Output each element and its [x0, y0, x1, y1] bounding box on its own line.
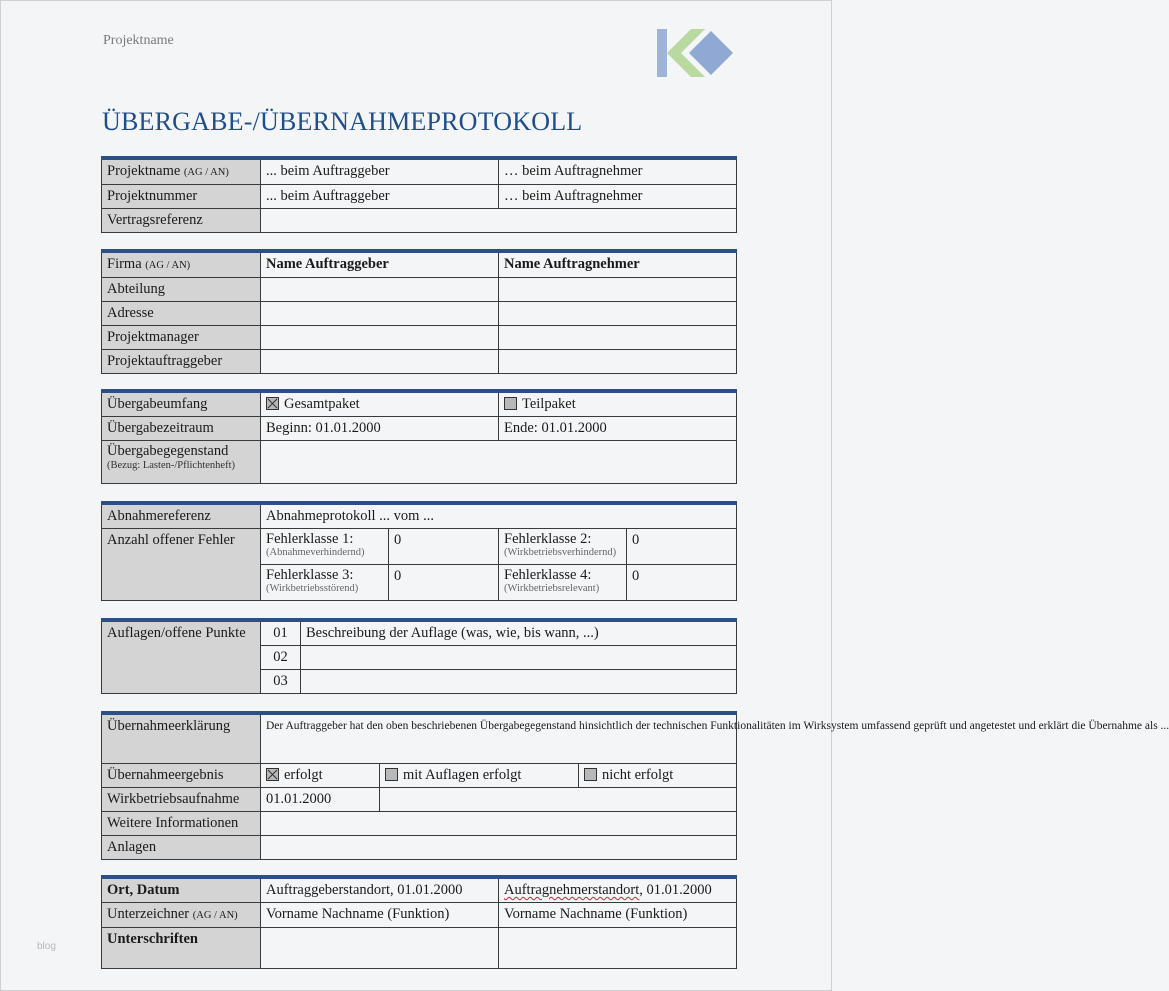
acceptance-ref-row: [102, 503, 737, 529]
watermark-text: blog: [37, 941, 56, 952]
company-row-label: Projektauftraggeber: [102, 350, 261, 374]
declaration-label: Übernahmeerklärung: [102, 713, 261, 764]
object-value[interactable]: [261, 441, 737, 484]
project-name-label: Projektname (AG / AN): [102, 158, 261, 185]
firma-label: Firma (AG / AN): [102, 251, 261, 278]
checkbox-checked-icon[interactable]: [266, 768, 279, 781]
acceptance-table: [101, 501, 737, 601]
company-cell-ag[interactable]: [261, 278, 499, 302]
info-value[interactable]: [261, 812, 737, 836]
error-count-1[interactable]: 0: [389, 529, 499, 565]
condition-number: 02: [261, 646, 301, 670]
object-row: [102, 441, 737, 484]
takeover-table: [101, 711, 1169, 860]
signatures-table: [101, 875, 737, 969]
scope-label: Übergabeumfang: [102, 391, 261, 417]
header-project-label: Projektname: [103, 33, 174, 48]
company-name-ag[interactable]: Name Auftraggeber: [261, 251, 499, 278]
info-row: [102, 812, 737, 836]
checkbox-checked-icon[interactable]: [266, 397, 279, 410]
contract-value[interactable]: [261, 209, 737, 233]
operation-row: [102, 788, 737, 812]
company-table: [101, 249, 737, 374]
company-row: [102, 302, 737, 326]
handover-table: [101, 389, 737, 484]
acceptance-ref-label: Abnahmereferenz: [102, 503, 261, 529]
checkbox-unchecked-icon[interactable]: [584, 768, 597, 781]
condition-number: 03: [261, 670, 301, 694]
place-label: Ort, Datum: [102, 877, 261, 903]
option-full[interactable]: Gesamtpaket: [261, 391, 499, 417]
project-number-row: [102, 185, 737, 209]
result-conditional[interactable]: mit Auflagen erfolgt: [380, 764, 579, 788]
document-title: ÜBERGABE-/ÜBERNAHMEPROTOKOLL: [102, 107, 583, 136]
result-ok[interactable]: erfolgt: [261, 764, 380, 788]
result-not[interactable]: nicht erfolgt: [579, 764, 737, 788]
info-label: Weitere Informationen: [102, 812, 261, 836]
contract-label: Vertragsreferenz: [102, 209, 261, 233]
error-class-2: Fehlerklasse 2: (Wirkbetriebsverhindernd): [499, 529, 627, 565]
period-end[interactable]: Ende: 01.01.2000: [499, 417, 737, 441]
result-label: Übernahmeergebnis: [102, 764, 261, 788]
period-label: Übergabezeitraum: [102, 417, 261, 441]
company-header-row: [102, 251, 737, 278]
operation-extra[interactable]: [380, 788, 737, 812]
company-row: [102, 350, 737, 374]
checkbox-unchecked-icon[interactable]: [504, 397, 517, 410]
company-cell-ag[interactable]: [261, 326, 499, 350]
condition-text[interactable]: Beschreibung der Auflage (was, wie, bis wann, ...): [301, 620, 737, 646]
error-class-row: [102, 529, 737, 565]
condition-row: [102, 620, 737, 646]
acceptance-ref-value[interactable]: Abnahmeprotokoll ... vom ...: [261, 503, 737, 529]
sign-row: [102, 928, 737, 969]
errors-label: Anzahl offener Fehler: [102, 529, 261, 601]
project-table: [101, 156, 737, 233]
error-count-4[interactable]: 0: [627, 565, 737, 601]
declaration-row: [102, 713, 737, 764]
project-name-row: [102, 158, 737, 185]
project-name-an[interactable]: … beim Auftragnehmer: [499, 158, 737, 185]
error-class-4: Fehlerklasse 4: (Wirkbetriebsrelevant): [499, 565, 627, 601]
condition-text[interactable]: [301, 670, 737, 694]
operation-label: Wirkbetriebsaufnahme: [102, 788, 261, 812]
period-row: [102, 417, 737, 441]
company-row-label: Abteilung: [102, 278, 261, 302]
conditions-label: Auflagen/offene Punkte: [102, 620, 261, 694]
company-cell-ag[interactable]: [261, 302, 499, 326]
attachments-row: [102, 836, 737, 860]
error-count-2[interactable]: 0: [627, 529, 737, 565]
company-cell-an[interactable]: [499, 350, 737, 374]
period-start[interactable]: Beginn: 01.01.2000: [261, 417, 499, 441]
company-row-label: Adresse: [102, 302, 261, 326]
option-part[interactable]: Teilpaket: [499, 391, 737, 417]
project-number-label: Projektnummer: [102, 185, 261, 209]
company-cell-ag[interactable]: [261, 350, 499, 374]
sign-label: Unterschriften: [102, 928, 261, 969]
object-label: Übergabegegenstand (Bezug: Lasten-/Pflichtenheft): [102, 441, 261, 484]
condition-text[interactable]: [301, 646, 737, 670]
attachments-value[interactable]: [261, 836, 737, 860]
company-row: [102, 326, 737, 350]
signature-ag[interactable]: [261, 928, 499, 969]
conditions-table: [101, 618, 737, 694]
project-number-an[interactable]: … beim Auftragnehmer: [499, 185, 737, 209]
signer-an[interactable]: Vorname Nachname (Funktion): [499, 903, 737, 928]
signer-row: [102, 903, 737, 928]
company-cell-an[interactable]: [499, 326, 737, 350]
signer-ag[interactable]: Vorname Nachname (Funktion): [261, 903, 499, 928]
company-cell-an[interactable]: [499, 302, 737, 326]
place-an[interactable]: Auftragnehmerstandort, 01.01.2000: [499, 877, 737, 903]
company-name-an[interactable]: Name Auftragnehmer: [499, 251, 737, 278]
place-row: [102, 877, 737, 903]
attachments-label: Anlagen: [102, 836, 261, 860]
error-count-3[interactable]: 0: [389, 565, 499, 601]
company-row-label: Projektmanager: [102, 326, 261, 350]
checkbox-unchecked-icon[interactable]: [385, 768, 398, 781]
company-logo: [653, 27, 739, 79]
error-class-3: Fehlerklasse 3: (Wirkbetriebsstörend): [261, 565, 389, 601]
signer-label: Unterzeichner (AG / AN): [102, 903, 261, 928]
error-class-1: Fehlerklasse 1: (Abnahmeverhindernd): [261, 529, 389, 565]
declaration-text: Der Auftraggeber hat den oben beschriebenen Übergabegegenstand hinsichtlich der technischen Funktionalitäten im Wirksystem umfassend geprüft und angetestet und erklärt die Übernahme als ...: [261, 713, 737, 764]
result-row: [102, 764, 737, 788]
project-name-ag[interactable]: ... beim Auftraggeber: [261, 158, 499, 185]
condition-number: 01: [261, 620, 301, 646]
company-row: [102, 278, 737, 302]
signature-an[interactable]: [499, 928, 737, 969]
project-number-ag[interactable]: ... beim Auftraggeber: [261, 185, 499, 209]
place-ag[interactable]: Auftraggeberstandort, 01.01.2000: [261, 877, 499, 903]
scope-row: [102, 391, 737, 417]
operation-date[interactable]: 01.01.2000: [261, 788, 380, 812]
company-cell-an[interactable]: [499, 278, 737, 302]
contract-row: [102, 209, 737, 233]
